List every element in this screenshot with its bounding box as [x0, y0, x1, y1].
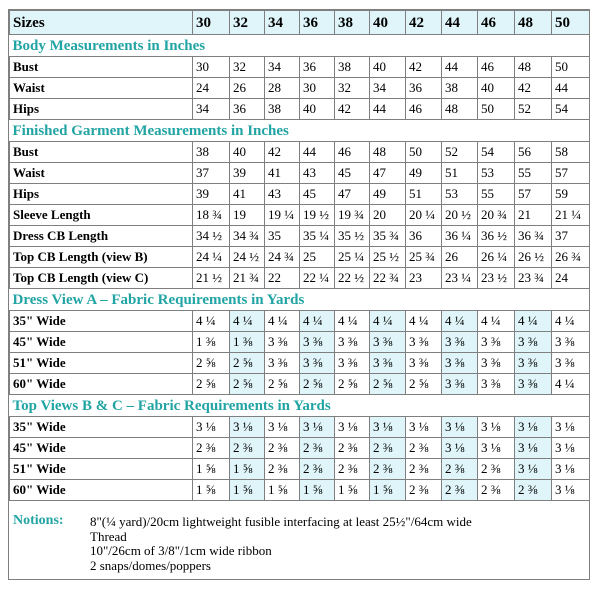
value-cell: 2 ⅝: [193, 374, 230, 395]
value-cell: 24: [193, 78, 230, 99]
value-cell: 21: [515, 205, 552, 226]
value-cell: 20 ¾: [478, 205, 515, 226]
value-cell: 3 ⅜: [442, 353, 478, 374]
value-cell: 45: [335, 163, 370, 184]
value-cell: 50: [406, 142, 442, 163]
value-cell: 3 ⅜: [515, 353, 552, 374]
value-cell: 47: [335, 184, 370, 205]
value-cell: 3 ⅛: [552, 417, 590, 438]
table-row: [10, 163, 590, 184]
table-row: [10, 226, 590, 247]
value-cell: 19 ½: [300, 205, 335, 226]
size-header-cell: 34: [265, 11, 300, 35]
row-label: 60" Wide: [10, 480, 193, 501]
notion-line: 2 snaps/domes/poppers: [90, 557, 211, 573]
value-cell: 3 ⅛: [335, 417, 370, 438]
value-cell: 1 ⅝: [193, 459, 230, 480]
value-cell: 23: [406, 268, 442, 289]
table-row: [10, 311, 590, 332]
size-header-cell: 46: [478, 11, 515, 35]
value-cell: 3 ⅜: [300, 332, 335, 353]
value-cell: 4 ¼: [370, 311, 406, 332]
value-cell: 1 ⅝: [265, 480, 300, 501]
value-cell: 20 ½: [442, 205, 478, 226]
value-cell: 30: [300, 78, 335, 99]
value-cell: 19 ¾: [335, 205, 370, 226]
value-cell: 37: [193, 163, 230, 184]
value-cell: 3 ⅜: [406, 353, 442, 374]
value-cell: 2 ⅜: [335, 459, 370, 480]
value-cell: 21 ¼: [552, 205, 590, 226]
sizes-label: Sizes: [10, 11, 193, 35]
value-cell: 54: [552, 99, 590, 120]
value-cell: 3 ⅛: [478, 438, 515, 459]
value-cell: 2 ⅝: [230, 353, 265, 374]
value-cell: 2 ⅜: [406, 438, 442, 459]
row-label: Hips: [10, 184, 193, 205]
section-title-row: [10, 395, 590, 417]
value-cell: 26 ¾: [552, 247, 590, 268]
row-label: Hips: [10, 99, 193, 120]
value-cell: 37: [552, 226, 590, 247]
value-cell: 53: [478, 163, 515, 184]
value-cell: 52: [515, 99, 552, 120]
value-cell: 3 ⅜: [442, 332, 478, 353]
value-cell: 2 ⅜: [406, 480, 442, 501]
value-cell: 25: [300, 247, 335, 268]
value-cell: 2 ⅜: [370, 459, 406, 480]
value-cell: 41: [230, 184, 265, 205]
value-cell: 20 ¼: [406, 205, 442, 226]
value-cell: 20: [370, 205, 406, 226]
value-cell: 3 ⅛: [515, 417, 552, 438]
value-cell: 48: [515, 57, 552, 78]
value-cell: 34: [265, 57, 300, 78]
value-cell: 26: [230, 78, 265, 99]
size-header-cell: 36: [300, 11, 335, 35]
notions-label: Notions:: [13, 513, 64, 528]
value-cell: 3 ⅜: [300, 353, 335, 374]
value-cell: 2 ⅜: [335, 438, 370, 459]
value-cell: 35 ¾: [370, 226, 406, 247]
value-cell: 4 ¼: [300, 311, 335, 332]
value-cell: 2 ⅜: [230, 438, 265, 459]
value-cell: 2 ⅝: [265, 374, 300, 395]
value-cell: 1 ⅝: [370, 480, 406, 501]
value-cell: 4 ¼: [265, 311, 300, 332]
value-cell: 3 ⅛: [370, 417, 406, 438]
table-row: [10, 205, 590, 226]
value-cell: 3 ⅛: [265, 417, 300, 438]
section-title: Body Measurements in Inches: [10, 35, 590, 57]
row-label: 45" Wide: [10, 438, 193, 459]
value-cell: 26: [442, 247, 478, 268]
value-cell: 3 ⅜: [515, 374, 552, 395]
value-cell: 41: [265, 163, 300, 184]
table-row: [10, 480, 590, 501]
row-label: Top CB Length (view C): [10, 268, 193, 289]
value-cell: 1 ⅝: [230, 459, 265, 480]
size-header-cell: 38: [335, 11, 370, 35]
table-row: [10, 353, 590, 374]
value-cell: 3 ⅛: [515, 438, 552, 459]
value-cell: 3 ⅜: [442, 374, 478, 395]
value-cell: 2 ⅝: [230, 374, 265, 395]
value-cell: 25 ¾: [406, 247, 442, 268]
value-cell: 49: [406, 163, 442, 184]
value-cell: 2 ⅜: [406, 459, 442, 480]
value-cell: 56: [515, 142, 552, 163]
value-cell: 3 ⅜: [265, 353, 300, 374]
value-cell: 43: [265, 184, 300, 205]
section-title-row: [10, 35, 590, 57]
value-cell: 43: [300, 163, 335, 184]
table-row: [10, 417, 590, 438]
value-cell: 2 ⅜: [478, 459, 515, 480]
value-cell: 36 ¾: [515, 226, 552, 247]
row-label: Top CB Length (view B): [10, 247, 193, 268]
value-cell: 47: [370, 163, 406, 184]
value-cell: 3 ⅜: [370, 353, 406, 374]
value-cell: 23 ¼: [442, 268, 478, 289]
row-label: 35" Wide: [10, 311, 193, 332]
value-cell: 3 ⅜: [552, 332, 590, 353]
value-cell: 44: [370, 99, 406, 120]
value-cell: 22 ½: [335, 268, 370, 289]
value-cell: 24 ¼: [193, 247, 230, 268]
value-cell: 2 ⅜: [370, 438, 406, 459]
value-cell: 3 ⅛: [406, 417, 442, 438]
value-cell: 40: [300, 99, 335, 120]
value-cell: 1 ⅝: [335, 480, 370, 501]
value-cell: 1 ⅜: [230, 332, 265, 353]
value-cell: 24 ¾: [265, 247, 300, 268]
value-cell: 2 ⅜: [478, 480, 515, 501]
row-label: Bust: [10, 142, 193, 163]
value-cell: 3 ⅛: [230, 417, 265, 438]
value-cell: 4 ¼: [335, 311, 370, 332]
notion-line: Thread: [90, 528, 127, 544]
value-cell: 22: [265, 268, 300, 289]
value-cell: 26 ¼: [478, 247, 515, 268]
sizes-header-row: [10, 11, 590, 35]
table-row: [10, 99, 590, 120]
table-row: [10, 57, 590, 78]
value-cell: 2 ⅜: [442, 459, 478, 480]
value-cell: 38: [265, 99, 300, 120]
value-cell: 36 ¼: [442, 226, 478, 247]
value-cell: 3 ⅜: [265, 332, 300, 353]
value-cell: 57: [552, 163, 590, 184]
value-cell: 1 ⅜: [193, 332, 230, 353]
size-header-cell: 32: [230, 11, 265, 35]
value-cell: 40: [230, 142, 265, 163]
value-cell: 35 ¼: [300, 226, 335, 247]
size-header-cell: 40: [370, 11, 406, 35]
value-cell: 46: [335, 142, 370, 163]
table-row: [10, 438, 590, 459]
section-title: Dress View A – Fabric Requirements in Yards: [10, 289, 590, 311]
section-title-row: [10, 289, 590, 311]
value-cell: 1 ⅝: [300, 480, 335, 501]
value-cell: 3 ⅛: [552, 480, 590, 501]
value-cell: 2 ⅜: [300, 459, 335, 480]
size-header-cell: 30: [193, 11, 230, 35]
value-cell: 44: [552, 78, 590, 99]
row-label: Waist: [10, 78, 193, 99]
value-cell: 32: [335, 78, 370, 99]
value-cell: 19 ¼: [265, 205, 300, 226]
value-cell: 2 ⅝: [370, 374, 406, 395]
value-cell: 28: [265, 78, 300, 99]
value-cell: 50: [552, 57, 590, 78]
value-cell: 3 ⅜: [515, 332, 552, 353]
value-cell: 4 ¼: [478, 311, 515, 332]
value-cell: 45: [300, 184, 335, 205]
value-cell: 34: [193, 99, 230, 120]
row-label: 45" Wide: [10, 332, 193, 353]
value-cell: 3 ⅛: [300, 417, 335, 438]
value-cell: 40: [478, 78, 515, 99]
value-cell: 50: [478, 99, 515, 120]
value-cell: 3 ⅜: [478, 332, 515, 353]
value-cell: 1 ⅝: [230, 480, 265, 501]
value-cell: 2 ⅜: [300, 438, 335, 459]
size-chart: [8, 9, 590, 580]
value-cell: 49: [370, 184, 406, 205]
value-cell: 3 ⅜: [335, 353, 370, 374]
value-cell: 3 ⅛: [552, 459, 590, 480]
value-cell: 26 ½: [515, 247, 552, 268]
notions-list: [90, 515, 472, 573]
value-cell: 2 ⅝: [406, 374, 442, 395]
value-cell: 2 ⅜: [265, 438, 300, 459]
section-title-row: [10, 120, 590, 142]
value-cell: 3 ⅜: [406, 332, 442, 353]
value-cell: 32: [230, 57, 265, 78]
value-cell: 3 ⅜: [478, 353, 515, 374]
value-cell: 36: [406, 226, 442, 247]
value-cell: 25 ½: [370, 247, 406, 268]
value-cell: 19: [230, 205, 265, 226]
value-cell: 34: [370, 78, 406, 99]
table-row: [10, 184, 590, 205]
row-label: Waist: [10, 163, 193, 184]
table-row: [10, 459, 590, 480]
value-cell: 36 ½: [478, 226, 515, 247]
row-label: Bust: [10, 57, 193, 78]
value-cell: 3 ⅜: [370, 332, 406, 353]
value-cell: 42: [335, 99, 370, 120]
table-row: [10, 247, 590, 268]
row-label: 51" Wide: [10, 353, 193, 374]
row-label: 51" Wide: [10, 459, 193, 480]
value-cell: 34 ½: [193, 226, 230, 247]
value-cell: 23 ¾: [515, 268, 552, 289]
value-cell: 4 ¼: [552, 311, 590, 332]
value-cell: 3 ⅛: [478, 417, 515, 438]
value-cell: 3 ⅛: [193, 417, 230, 438]
value-cell: 4 ¼: [193, 311, 230, 332]
value-cell: 54: [478, 142, 515, 163]
table-row: [10, 142, 590, 163]
value-cell: 4 ¼: [442, 311, 478, 332]
value-cell: 2 ⅝: [193, 353, 230, 374]
value-cell: 2 ⅜: [515, 480, 552, 501]
value-cell: 44: [442, 57, 478, 78]
value-cell: 57: [515, 184, 552, 205]
size-table: [9, 10, 590, 501]
value-cell: 38: [193, 142, 230, 163]
size-header-cell: 44: [442, 11, 478, 35]
value-cell: 4 ¼: [552, 374, 590, 395]
value-cell: 38: [442, 78, 478, 99]
value-cell: 2 ⅜: [193, 438, 230, 459]
row-label: Sleeve Length: [10, 205, 193, 226]
row-label: 35" Wide: [10, 417, 193, 438]
value-cell: 3 ⅛: [442, 438, 478, 459]
value-cell: 36: [406, 78, 442, 99]
value-cell: 3 ⅛: [442, 417, 478, 438]
value-cell: 4 ¼: [406, 311, 442, 332]
value-cell: 44: [300, 142, 335, 163]
section-title: Finished Garment Measurements in Inches: [10, 120, 590, 142]
section-title: Top Views B & C – Fabric Requirements in Yards: [10, 395, 590, 417]
value-cell: 53: [442, 184, 478, 205]
value-cell: 51: [442, 163, 478, 184]
value-cell: 1 ⅝: [193, 480, 230, 501]
value-cell: 21 ¾: [230, 268, 265, 289]
value-cell: 58: [552, 142, 590, 163]
value-cell: 22 ¼: [300, 268, 335, 289]
value-cell: 3 ⅜: [478, 374, 515, 395]
value-cell: 3 ⅜: [335, 332, 370, 353]
value-cell: 23 ½: [478, 268, 515, 289]
table-row: [10, 332, 590, 353]
value-cell: 42: [406, 57, 442, 78]
table-row: [10, 268, 590, 289]
value-cell: 3 ⅛: [515, 459, 552, 480]
value-cell: 34 ¾: [230, 226, 265, 247]
row-label: 60" Wide: [10, 374, 193, 395]
value-cell: 36: [300, 57, 335, 78]
size-header-cell: 42: [406, 11, 442, 35]
value-cell: 40: [370, 57, 406, 78]
value-cell: 4 ¼: [230, 311, 265, 332]
value-cell: 35 ½: [335, 226, 370, 247]
value-cell: 39: [193, 184, 230, 205]
value-cell: 36: [230, 99, 265, 120]
value-cell: 25 ¼: [335, 247, 370, 268]
value-cell: 3 ⅜: [552, 353, 590, 374]
table-row: [10, 374, 590, 395]
value-cell: 2 ⅝: [335, 374, 370, 395]
value-cell: 30: [193, 57, 230, 78]
table-row: [10, 78, 590, 99]
value-cell: 4 ¼: [515, 311, 552, 332]
value-cell: 39: [230, 163, 265, 184]
notion-line: 10"/26cm of 3/8"/1cm wide ribbon: [90, 543, 272, 558]
value-cell: 48: [442, 99, 478, 120]
value-cell: 51: [406, 184, 442, 205]
value-cell: 55: [515, 163, 552, 184]
value-cell: 2 ⅜: [265, 459, 300, 480]
value-cell: 46: [406, 99, 442, 120]
value-cell: 42: [265, 142, 300, 163]
value-cell: 48: [370, 142, 406, 163]
value-cell: 24 ½: [230, 247, 265, 268]
value-cell: 3 ⅛: [552, 438, 590, 459]
value-cell: 2 ⅜: [442, 480, 478, 501]
value-cell: 55: [478, 184, 515, 205]
value-cell: 18 ¾: [193, 205, 230, 226]
size-header-cell: 50: [552, 11, 590, 35]
value-cell: 2 ⅝: [300, 374, 335, 395]
value-cell: 52: [442, 142, 478, 163]
value-cell: 38: [335, 57, 370, 78]
value-cell: 22 ¾: [370, 268, 406, 289]
notion-line: 8"(¼ yard)/20cm lightweight fusible interfacing at least 25½"/64cm wide: [90, 514, 472, 529]
value-cell: 24: [552, 268, 590, 289]
value-cell: 35: [265, 226, 300, 247]
value-cell: 21 ½: [193, 268, 230, 289]
value-cell: 59: [552, 184, 590, 205]
row-label: Dress CB Length: [10, 226, 193, 247]
size-header-cell: 48: [515, 11, 552, 35]
value-cell: 46: [478, 57, 515, 78]
value-cell: 42: [515, 78, 552, 99]
